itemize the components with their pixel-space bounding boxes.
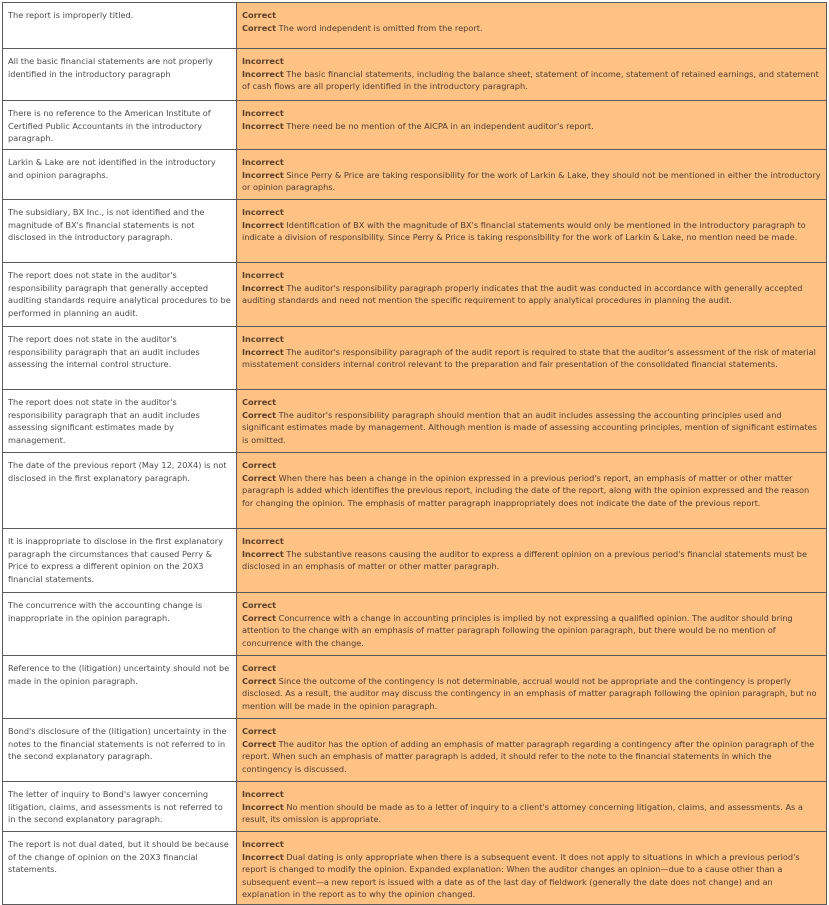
explanation-text: Identification of BX with the magnitude of BX's financial statements would only be mentioned in the introductory paragraph to indicate a division of responsibility. Since Perry & Price is taking responsibility for the work of Larkin & Lake, no mention need be made. <box>242 219 806 242</box>
verdict-label: Correct <box>242 600 277 610</box>
statement-cell: The report is improperly titled. <box>3 3 237 49</box>
answer-cell <box>237 150 827 200</box>
verdict-label: Incorrect <box>242 536 284 546</box>
explanation-text: No mention should be made as to a letter of inquiry to a client's attorney concerning litigation, claims, and assessments. As a result, its omission is appropriate. <box>242 801 803 824</box>
answer-cell <box>237 453 827 529</box>
verdict-label: Incorrect <box>242 207 284 217</box>
statement-cell: The letter of inquiry to Bond's lawyer concerning litigation, claims, and assessments is not referred to in the second explanatory paragraph. <box>3 782 237 832</box>
table-row <box>3 593 827 656</box>
explanation-text: The word independent is omitted from the report. <box>278 22 483 33</box>
answer-cell <box>237 263 827 327</box>
verdict-label: Correct <box>242 10 277 20</box>
verdict-prefix: Incorrect <box>242 120 284 131</box>
verdict-prefix: Incorrect <box>242 219 284 230</box>
verdict-label: Incorrect <box>242 56 284 66</box>
verdict-label: Incorrect <box>242 334 284 344</box>
verdict-prefix: Incorrect <box>242 346 284 357</box>
answer-cell <box>237 390 827 453</box>
verdict-prefix: Correct <box>242 472 277 483</box>
explanation-text: The auditor's responsibility paragraph of the audit report is required to state that the auditor's assessment of the risk of material misstatement considers internal control relevant to the preparation and fair presentation of the consolidated financial statements. <box>242 346 816 369</box>
answer-cell <box>237 49 827 101</box>
verdict-label: Incorrect <box>242 157 284 167</box>
statement-cell: The report does not state in the auditor's responsibility paragraph that an audit includes assessing the internal control structure. <box>3 327 237 390</box>
verdict-prefix: Correct <box>242 409 277 420</box>
table-row <box>3 656 827 719</box>
explanation-text: Dual dating is only appropriate when there is a subsequent event. It does not apply to situations in which a previous period's report is changed to modify the opinion. Expanded explanation: When the auditor changes an opinion—due to a cause other than a subsequent event—a new report is issued with a date as of the last day of fieldwork (generally the date does not change) and an explanation in the report as to why the opinion changed. <box>242 851 800 899</box>
answer-cell <box>237 782 827 832</box>
statement-cell: There is no reference to the American Institute of Certified Public Accountants in the introductory paragraph. <box>3 101 237 150</box>
verdict-prefix: Incorrect <box>242 851 284 862</box>
verdict-prefix: Correct <box>242 675 277 686</box>
verdict-label: Correct <box>242 663 277 673</box>
verdict-prefix: Incorrect <box>242 68 284 79</box>
table-row <box>3 101 827 150</box>
answer-cell <box>237 327 827 390</box>
verdict-prefix: Incorrect <box>242 548 284 559</box>
answer-cell <box>237 593 827 656</box>
explanation-text: Since Perry & Price are taking responsibility for the work of Larkin & Lake, they should not be mentioned in either the introductory or opinion paragraphs. <box>242 169 821 192</box>
verdict-prefix: Incorrect <box>242 169 284 180</box>
verdict-label: Correct <box>242 460 277 470</box>
statement-cell: The subsidiary, BX Inc., is not identified and the magnitude of BX's financial statements is not disclosed in the introductory paragraph. <box>3 200 237 263</box>
answer-cell <box>237 529 827 593</box>
explanation-text: The auditor's responsibility paragraph properly indicates that the audit was conducted in accordance with generally accepted auditing standards and need not mention the specific requirement to apply analytical procedures in planning the audit. <box>242 282 803 305</box>
statement-cell: It is inappropriate to disclose in the first explanatory paragraph the circumstances that caused Perry & Price to express a different opinion on the 20X3 financial statements. <box>3 529 237 593</box>
verdict-label: Incorrect <box>242 839 284 849</box>
explanation-text: Concurrence with a change in accounting principles is implied by not expressing a qualified opinion. The auditor should bring attention to the change with an emphasis of matter paragraph following the opinion paragraph, but there would be no mention of concurrence with the change. <box>242 612 793 648</box>
statement-cell: The concurrence with the accounting change is inappropriate in the opinion paragraph. <box>3 593 237 656</box>
verdict-label: Correct <box>242 726 277 736</box>
table-row <box>3 832 827 905</box>
table-row <box>3 263 827 327</box>
answer-cell <box>237 832 827 905</box>
answer-table <box>2 2 827 905</box>
statement-cell: Bond's disclosure of the (litigation) uncertainty in the notes to the financial statements is not referred to in the second explanatory paragraph. <box>3 719 237 782</box>
statement-cell: Reference to the (litigation) uncertainty should not be made in the opinion paragraph. <box>3 656 237 719</box>
table-row <box>3 390 827 453</box>
verdict-label: Incorrect <box>242 789 284 799</box>
verdict-prefix: Incorrect <box>242 801 284 812</box>
verdict-label: Incorrect <box>242 108 284 118</box>
explanation-text: There need be no mention of the AICPA in an independent auditor's report. <box>286 120 594 131</box>
verdict-prefix: Correct <box>242 22 277 33</box>
explanation-text: The auditor has the option of adding an emphasis of matter paragraph regarding a contingency after the opinion paragraph of the report. When such an emphasis of matter paragraph is added, it should refer to the note to the financial statements in which the contingency is discussed. <box>242 738 815 774</box>
explanation-text: The auditor's responsibility paragraph should mention that an audit includes assessing the accounting principles used and significant estimates made by management. Although mention is made of assessing accounting principles, mention of significant estimates is omitted. <box>242 409 817 445</box>
answer-cell <box>237 3 827 49</box>
answer-cell <box>237 101 827 150</box>
verdict-label: Correct <box>242 397 277 407</box>
table-row <box>3 529 827 593</box>
answer-cell <box>237 200 827 263</box>
statement-cell: The report does not state in the auditor's responsibility paragraph that an audit includes assessing significant estimates made by management. <box>3 390 237 453</box>
answer-cell <box>237 656 827 719</box>
verdict-label: Incorrect <box>242 270 284 280</box>
table-row <box>3 719 827 782</box>
explanation-text: When there has been a change in the opinion expressed in a previous period's report, an emphasis of matter or other matter paragraph is added which identifies the previous report, including the date of the report, along with the opinion expressed and the reason for changing the opinion. The emphasis of matter paragraph inappropriately does not indicate the date of the previous report. <box>242 472 810 508</box>
table-row <box>3 200 827 263</box>
explanation-text: The substantive reasons causing the auditor to express a different opinion on a previous period's financial statements must be disclosed in an emphasis of matter or other matter paragraph. <box>242 548 808 571</box>
table-row <box>3 327 827 390</box>
explanation-text: Since the outcome of the contingency is not determinable, accrual would not be appropriate and the contingency is properly disclosed. As a result, the auditor may discuss the contingency in an emphasis of matter paragraph following the opinion paragraph, but no mention will be made in the opinion paragraph. <box>242 675 817 711</box>
verdict-prefix: Correct <box>242 738 277 749</box>
table-row <box>3 49 827 101</box>
table-row <box>3 3 827 49</box>
answer-cell <box>237 719 827 782</box>
statement-cell: The report is not dual dated, but it should be because of the change of opinion on the 20X3 financial statements. <box>3 832 237 905</box>
table-row <box>3 150 827 200</box>
statement-cell: The report does not state in the auditor's responsibility paragraph that generally accepted auditing standards require analytical procedures to be performed in planning an audit. <box>3 263 237 327</box>
verdict-prefix: Correct <box>242 612 277 623</box>
statement-cell: All the basic financial statements are not properly identified in the introductory paragraph <box>3 49 237 101</box>
verdict-prefix: Incorrect <box>242 282 284 293</box>
explanation-text: The basic financial statements, including the balance sheet, statement of income, statement of retained earnings, and statement of cash flows are all properly identified in the introductory paragraph. <box>242 68 819 91</box>
table-row <box>3 453 827 529</box>
statement-cell: Larkin & Lake are not identified in the introductory and opinion paragraphs. <box>3 150 237 200</box>
statement-cell: The date of the previous report (May 12, 20X4) is not disclosed in the first explanatory paragraph. <box>3 453 237 529</box>
table-row <box>3 782 827 832</box>
